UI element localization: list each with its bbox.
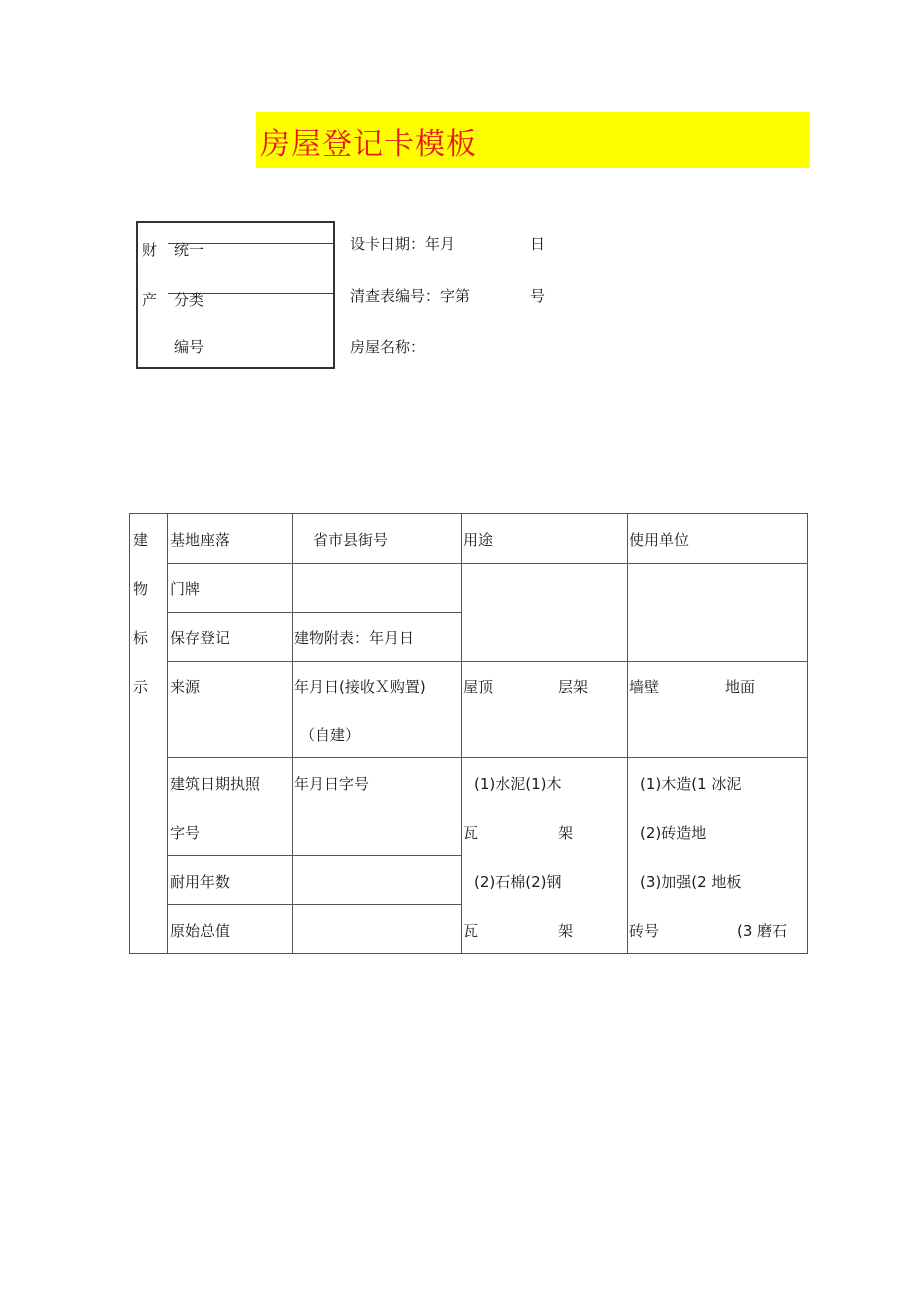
source-value: 年月日(接收Ｘ购置) xyxy=(294,678,426,696)
side-char: 标 xyxy=(133,629,149,647)
page-title: 房屋登记卡模板 xyxy=(260,127,477,162)
registration-table xyxy=(129,513,808,954)
wall-option-4a: 砖号 xyxy=(629,922,660,940)
roof-option-2: (2)石棉(2)钢 xyxy=(474,873,562,891)
build-date-label-2: 字号 xyxy=(170,824,201,842)
unit-label: 使用单位 xyxy=(629,531,690,549)
side-char: 建 xyxy=(133,531,149,549)
roof-option-2a: 瓦 xyxy=(463,922,479,940)
life-years-label: 耐用年数 xyxy=(170,873,231,891)
side-char: 物 xyxy=(133,580,149,598)
wall-option-2: (2)砖造地 xyxy=(640,824,707,842)
grid-line xyxy=(167,612,461,613)
property-line-3: 编号 xyxy=(174,338,205,356)
grid-line xyxy=(167,514,168,954)
roof-option-1b: 架 xyxy=(558,824,574,842)
house-name-label: 房屋名称： xyxy=(350,338,426,356)
list-number-label: 清查表编号：字第 xyxy=(350,287,471,305)
location-label: 基地座落 xyxy=(170,531,231,549)
title-banner xyxy=(256,112,810,168)
roof-option-1: (1)水泥(1)木 xyxy=(474,775,562,793)
property-line-1: 统一 xyxy=(174,241,205,259)
grid-line xyxy=(167,904,461,905)
source-label: 来源 xyxy=(170,678,201,696)
grid-line xyxy=(167,661,808,662)
frame-label: 层架 xyxy=(558,678,589,696)
grid-line xyxy=(461,514,462,954)
wall-label: 墙壁 xyxy=(629,678,660,696)
build-date-label: 建筑日期执照 xyxy=(170,775,261,793)
floor-label: 地面 xyxy=(725,678,756,696)
grid-line xyxy=(167,757,808,758)
grid-line xyxy=(627,514,628,954)
side-char: 财 xyxy=(142,241,158,259)
list-number-suffix: 号 xyxy=(530,287,546,305)
wall-option-4b: (3 磨石 xyxy=(737,922,788,940)
side-char: 示 xyxy=(133,678,149,696)
side-char: 产 xyxy=(142,291,158,309)
wall-option-1: (1)木造(1 冰泥 xyxy=(640,775,742,793)
grid-line xyxy=(292,514,293,954)
registration-label: 保存登记 xyxy=(170,629,231,647)
source-value-2: （自建） xyxy=(300,726,361,744)
roof-label: 屋顶 xyxy=(463,678,494,696)
roof-option-1a: 瓦 xyxy=(463,824,479,842)
date-label: 设卡日期：年月 xyxy=(350,235,456,253)
grid-line xyxy=(167,855,461,856)
location-value: 省市县街号 xyxy=(313,531,389,549)
wall-option-3: (3)加强(2 地板 xyxy=(640,873,742,891)
original-value-label: 原始总值 xyxy=(170,922,231,940)
property-number-box xyxy=(136,221,335,369)
property-line-2: 分类 xyxy=(174,291,205,309)
date-day: 日 xyxy=(530,235,546,253)
door-label: 门牌 xyxy=(170,580,201,598)
grid-line xyxy=(167,563,808,564)
use-label: 用途 xyxy=(463,531,494,549)
build-date-value: 年月日字号 xyxy=(294,775,370,793)
registration-value: 建物附表：年月日 xyxy=(294,629,415,647)
roof-option-2b: 架 xyxy=(558,922,574,940)
